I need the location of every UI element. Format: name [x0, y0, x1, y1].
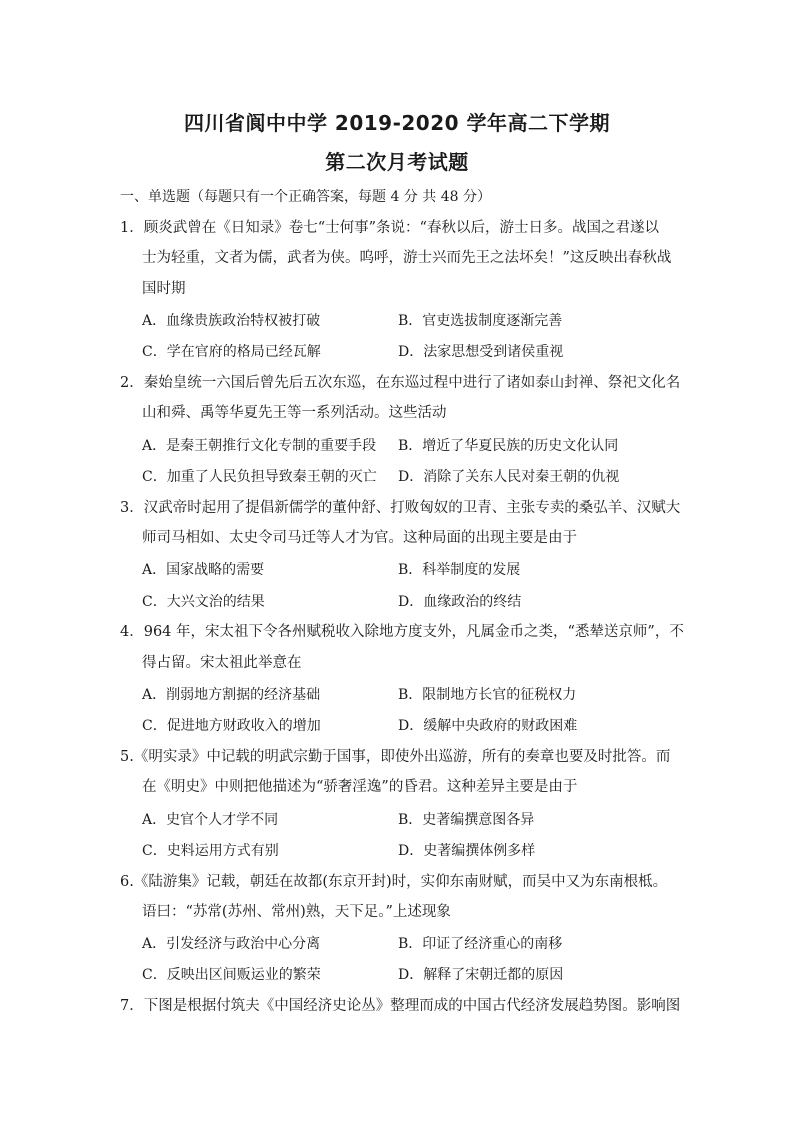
question-text-line: 3．汉武帝时起用了提倡新儒学的董仲舒、打败匈奴的卫青、主张专卖的桑弘羊、汉赋大	[120, 500, 681, 516]
option-d: D．血缘政治的终结	[398, 594, 522, 610]
section-heading: 一、单选题（每题只有一个正确答案，每题 4 分 共 48 分）	[120, 189, 491, 205]
option-b: B．增近了华夏民族的历史文化认同	[398, 438, 619, 454]
question-text-line: 6.《陆游集》记载，朝廷在故都(东京开封)时，实仰东南财赋，而吴中又为东南根柢。	[120, 874, 668, 890]
option-d: D．法家思想受到诸侯重视	[398, 344, 564, 360]
option-a: A．国家战略的需要	[142, 562, 265, 578]
question-text-line: 7．下图是根据付筑夫《中国经济史论丛》整理而成的中国古代经济发展趋势图。影响图	[120, 998, 681, 1014]
option-b: B．限制地方长官的征税权力	[398, 687, 577, 703]
option-a: A．引发经济与政治中心分离	[142, 936, 321, 952]
option-c: C．反映出区间贩运业的繁荣	[142, 967, 321, 983]
option-a: A．是秦王朝推行文化专制的重要手段	[142, 438, 377, 454]
option-d: D．史著编撰体例多样	[398, 843, 536, 859]
question-text-line: 得占留。宋太祖此举意在	[142, 655, 302, 671]
option-b: B．印证了经济重心的南移	[398, 936, 563, 952]
question-text-line: 山和舜、禹等华夏先王等一系列活动。这些活动	[142, 405, 447, 421]
question-text-line: 国时期	[142, 281, 186, 297]
option-c: C．大兴文治的结果	[142, 594, 265, 610]
option-c: C．加重了人民负担导致秦王朝的灭亡	[142, 469, 377, 485]
option-d: D．消除了关东人民对秦王朝的仇视	[398, 469, 620, 485]
question-text-line: 士为轻重，文者为儒，武者为侠。呜呼，游士兴而先王之法坏矣！”这反映出春秋战	[142, 250, 672, 266]
question-text-line: 4．964 年，宋太祖下令各州赋税收入除地方度支外，凡属金币之类，“悉辇送京师”，不	[120, 624, 684, 640]
exam-subtitle: 第二次月考试题	[325, 150, 469, 174]
exam-title: 四川省阆中中学 2019-2020 学年高二下学期	[183, 111, 611, 135]
option-d: D．解释了宋朝迁都的原因	[398, 967, 564, 983]
option-b: B．官吏选拔制度逐渐完善	[398, 313, 563, 329]
option-a: A．削弱地方割据的经济基础	[142, 687, 321, 703]
option-c: C．学在官府的格局已经瓦解	[142, 344, 321, 360]
option-a: A．血缘贵族政治特权被打破	[142, 313, 321, 329]
question-text-line: 在《明史》中则把他描述为“骄奢淫逸”的昏君。这种差异主要是由于	[142, 779, 578, 795]
question-text-line: 师司马相如、太史令司马迁等人才为官。这种局面的出现主要是由于	[142, 530, 577, 546]
question-text-line: 2．秦始皇统一六国后曾先后五次东巡，在东巡过程中进行了诸如泰山封禅、祭祀文化名	[120, 375, 681, 391]
option-b: B．史著编撰意图各异	[398, 812, 535, 828]
question-text-line: 1．顾炎武曾在《日知录》卷七“士何事”条说：“春秋以后，游士日多。战国之君遂以	[120, 220, 659, 236]
option-a: A．史官个人才学不同	[142, 812, 279, 828]
question-text-line: 语曰：“苏常(苏州、常州)熟，天下足。”上述现象	[142, 904, 451, 920]
question-text-line: 5.《明实录》中记载的明武宗勤于国事，即使外出巡游，所有的奏章也要及时批答。而	[120, 749, 671, 765]
option-c: C．史料运用方式有别	[142, 843, 279, 859]
option-b: B．科举制度的发展	[398, 562, 521, 578]
option-c: C．促进地方财政收入的增加	[142, 718, 321, 734]
option-d: D．缓解中央政府的财政困难	[398, 718, 578, 734]
